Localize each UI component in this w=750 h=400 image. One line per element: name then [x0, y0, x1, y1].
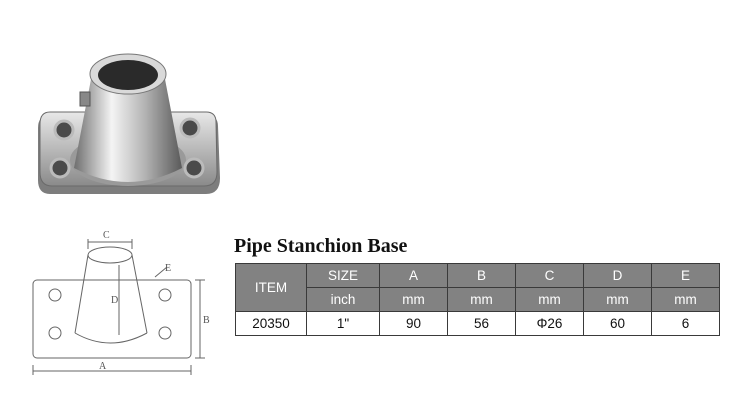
cell-c: Φ26 [516, 312, 584, 336]
header-size: SIZE [307, 264, 380, 288]
unit-b: mm [448, 288, 516, 312]
unit-e: mm [652, 288, 720, 312]
header-b: B [448, 264, 516, 288]
spec-table [235, 263, 720, 336]
header-item: ITEM [236, 264, 307, 312]
unit-a: mm [380, 288, 448, 312]
product-title: Pipe Stanchion Base [234, 235, 408, 257]
label-e: E [165, 263, 172, 274]
unit-c: mm [516, 288, 584, 312]
product-photo [30, 40, 230, 205]
header-d: D [584, 264, 652, 288]
cell-d: 60 [584, 312, 652, 336]
cell-a: 90 [380, 312, 448, 336]
cell-e: 6 [652, 312, 720, 336]
header-c: C [516, 264, 584, 288]
label-b: B [203, 315, 210, 326]
header-a: A [380, 264, 448, 288]
label-c: C [103, 230, 110, 241]
dimension-drawing [15, 225, 215, 385]
unit-d: mm [584, 288, 652, 312]
table-header-row [236, 264, 720, 288]
cell-size: 1" [307, 312, 380, 336]
header-e: E [652, 264, 720, 288]
cell-item: 20350 [236, 312, 307, 336]
table-row [236, 312, 720, 336]
unit-size: inch [307, 288, 380, 312]
table-units-row [236, 288, 720, 312]
label-d: D [111, 295, 119, 306]
cell-b: 56 [448, 312, 516, 336]
label-a: A [99, 361, 107, 372]
